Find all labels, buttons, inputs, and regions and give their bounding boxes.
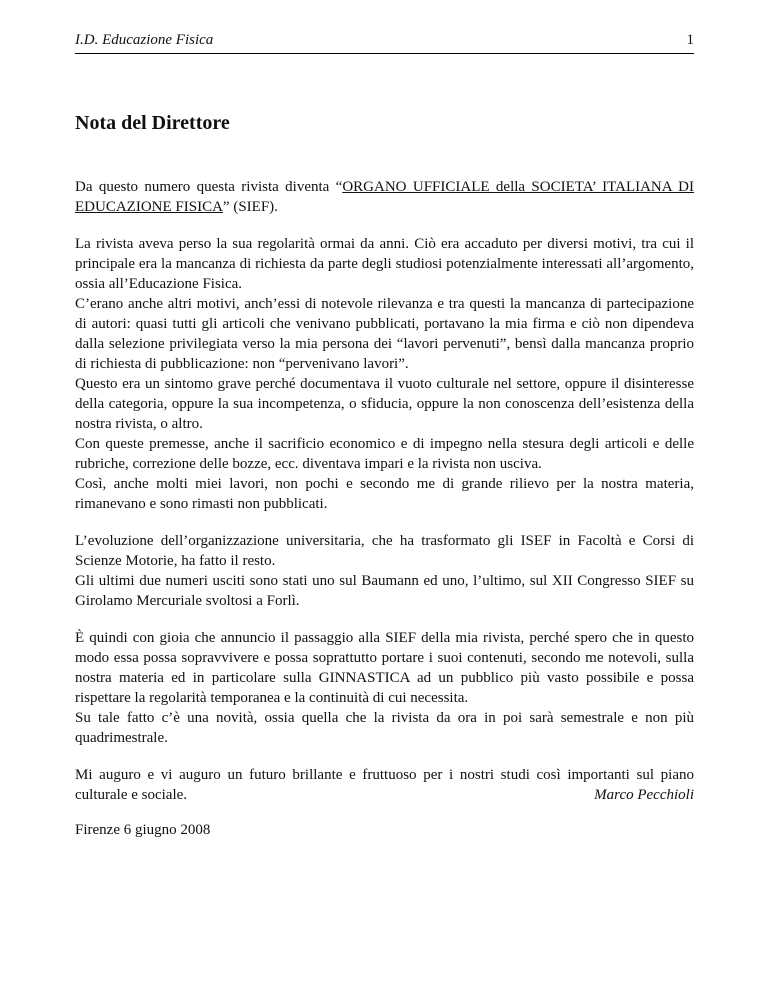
header-rule: [75, 53, 694, 54]
intro-paragraph: [75, 177, 694, 217]
paragraph-wishes: Mi auguro e vi auguro un futuro brillante e fruttuoso per i nostri studi così importanti sul piano culturale e sociale.: [75, 767, 694, 803]
place-date: Firenze 6 giugno 2008: [75, 822, 211, 838]
article-body: [75, 177, 694, 805]
article-title: Nota del Direttore: [75, 112, 230, 134]
paragraph-semestral: Su tale fatto c’è una novità, ossia quella che la rivista da ora in poi sarà semestrale e non più quadrimestrale.: [75, 710, 694, 746]
paragraph-evolution: L’evoluzione dell’organizzazione universitaria, che ha trasformato gli ISEF in Facoltà e Corsi di Scienze Motorie, ha fatto il resto.: [75, 533, 694, 569]
intro-text-before: Da questo numero questa rivista diventa “: [75, 179, 343, 195]
page-number: 1: [686, 32, 694, 48]
paragraph-sacrifice: Con queste premesse, anche il sacrificio economico e di impegno nella stesura degli articoli e delle rubriche, correzione delle bozze, ecc. diventava impari e la rivista non usciva.: [75, 436, 694, 472]
running-title: I.D. Educazione Fisica: [75, 32, 214, 48]
paragraph-announcement: È quindi con gioia che annuncio il passaggio alla SIEF della mia rivista, perché spero che in questo modo essa possa sopravvivere e possa soprattutto portare i suoi contenuti, secondo me notevoli, sulla nostra materia ed in particolare sulla GINNASTICA ad un pubblico più vasto possibile e possa rispettare la regolarità temporanea e la continuità di cui necessita.: [75, 630, 694, 706]
author-signature: Marco Pecchioli: [594, 787, 694, 803]
paragraph-last-issues: Gli ultimi due numeri usciti sono stati uno sul Baumann ed uno, l’ultimo, sul XII Congresso SIEF su Girolamo Mercuriale svoltosi a Forlì.: [75, 573, 694, 609]
paragraph-symptom: Questo era un sintomo grave perché documentava il vuoto culturale nel settore, oppure il disinteresse della categoria, oppure la sua incompetenza, o sfiducia, oppure la non conoscenza dell’esistenza della nostra rivista, o altro.: [75, 376, 694, 432]
running-head: [75, 30, 694, 52]
paragraph-authors: C’erano anche altri motivi, anch’essi di notevole rilevanza e tra questi la mancanza di partecipazione di autori: quasi tutti gli articoli che venivano pubblicati, portavano la mia firma e ciò non dipendeva dalla selezione privilegiata verso la mia persona dei “lavori pervenuti”, bensì dalla mancanza proprio di richiesta di pubblicazione: non “pervenivano lavori”.: [75, 296, 694, 372]
intro-text-after: ” (SIEF).: [222, 199, 278, 215]
paragraph-regularity: La rivista aveva perso la sua regolarità ormai da anni. Ciò era accaduto per diversi motivi, tra cui il principale era la mancanza di richiesta da parte degli studiosi potenzialmente interessati all’argomento, ossia all’Educazione Fisica.: [75, 236, 694, 292]
intro-underlined-organ-name: ORGANO UFFICIALE della SOCIETA’ ITALIANA DI EDUCAZIONE FISICA: [75, 179, 694, 215]
paragraph-unpublished: Così, anche molti miei lavori, non pochi e secondo me di grande rilievo per la nostra materia, rimanevano e sono rimasti non pubblicati.: [75, 476, 694, 512]
